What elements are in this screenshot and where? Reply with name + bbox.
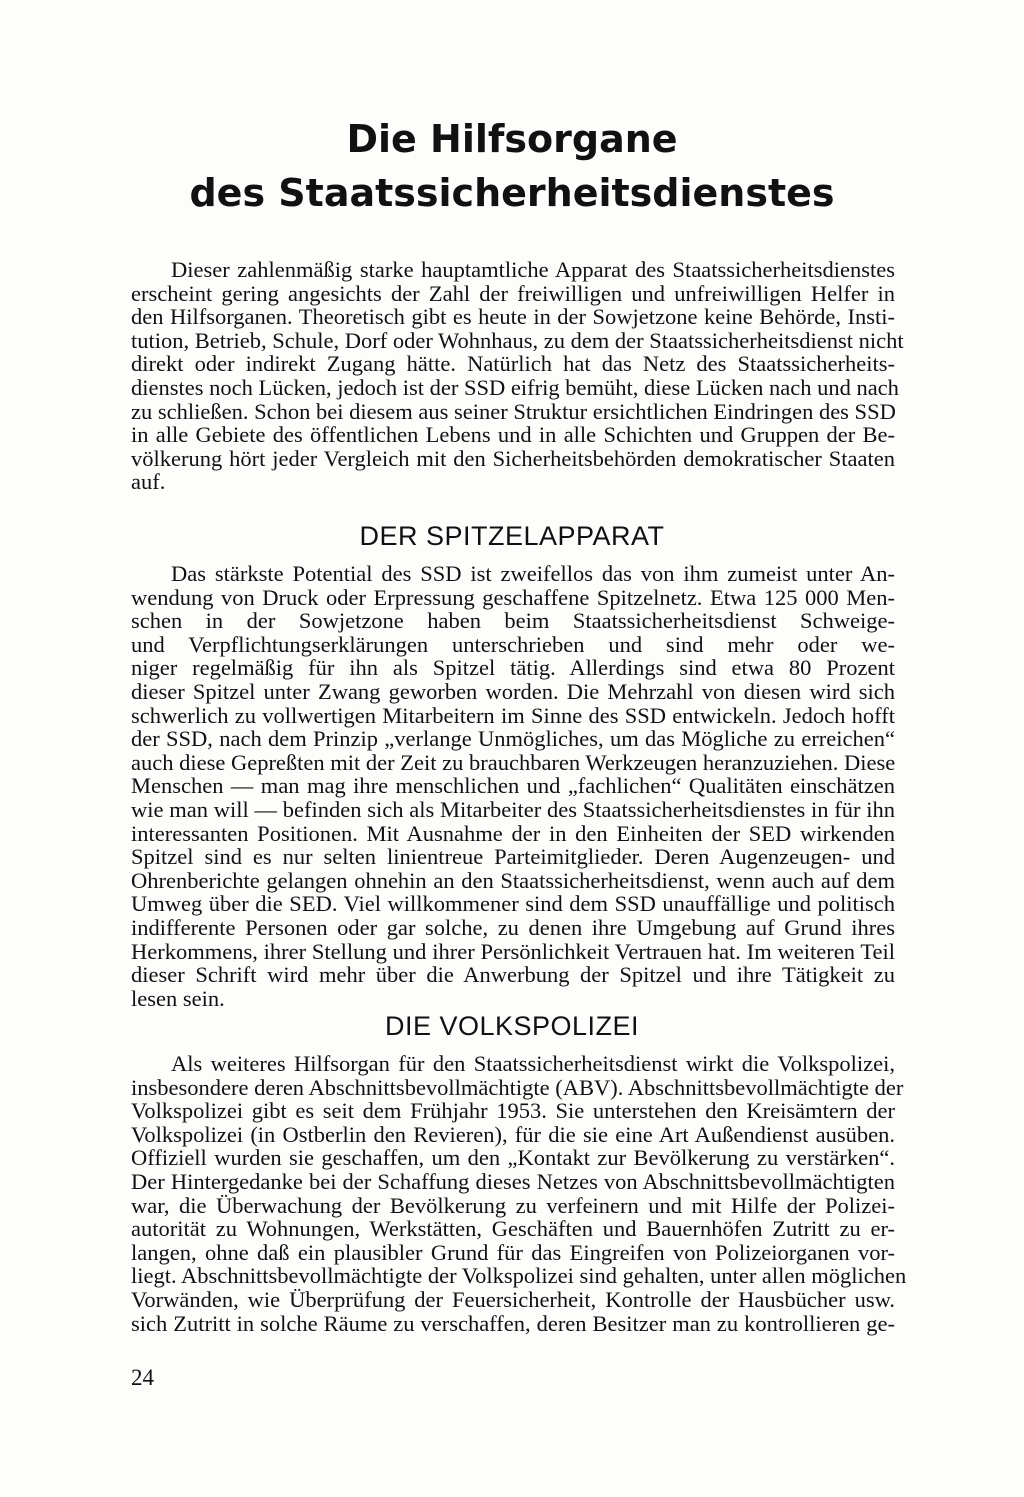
text-line: Menschen — man mag ihre menschlichen und „fachlichen“ Qualitäten einschätzen <box>131 773 895 799</box>
text-line: Ohrenberichte gelangen ohnehin an den Staatssicherheitsdienst, wenn auch auf dem <box>131 867 895 893</box>
text-line: indifferente Personen oder gar solche, zu denen ihre Umgebung auf Grund ihres <box>131 914 895 940</box>
text-line: wie man will — befinden sich als Mitarbeiter des Staatssicherheitsdienstes in für ihn <box>131 796 895 822</box>
page-title <box>0 112 1024 220</box>
text-line: Offiziell wurden sie geschaffen, um den „Kontakt zur Bevölkerung zu verstärken“. <box>131 1145 895 1171</box>
text-line: erscheint gering angesichts der Zahl der freiwilligen und unfreiwilligen Helfer in <box>131 280 895 306</box>
text-line: Umweg über die SED. Viel willkommener sind dem SSD unauffällige und politisch <box>131 891 895 917</box>
intro-paragraph <box>131 257 904 495</box>
text-line: der SSD, nach dem Prinzip „verlange Unmögliches, um das Mögliche zu erreichen“ <box>131 726 895 752</box>
text-line: dieser Schrift wird mehr über die Anwerbung der Spitzel und ihre Tätigkeit zu <box>131 962 895 988</box>
text-line: liegt. Abschnittsbevollmächtigte der Volkspolizei sind gehalten, unter allen möglichen <box>131 1263 907 1289</box>
text-line: den Hilfsorganen. Theoretisch gibt es heute in der Sowjetzone keine Behörde, Insti- <box>131 304 895 330</box>
section-heading-spitzelapparat: DER SPITZELAPPARAT <box>359 521 665 551</box>
text-line: schen in der Sowjetzone haben beim Staatssicherheitsdienst Schweige- <box>131 608 895 634</box>
spitzelapparat-paragraph <box>131 562 895 1010</box>
text-line: auch diese Gepreßten mit der Zeit zu brauchbaren Werkzeugen heranzuziehen. Diese <box>131 749 896 775</box>
text-line: tution, Betrieb, Schule, Dorf oder Wohnhaus, zu dem der Staatssicherheitsdienst nicht <box>131 327 904 353</box>
text-line: Als weiteres Hilfsorgan für den Staatssicherheitsdienst wirkt die Volkspolizei, <box>171 1051 895 1076</box>
text-line: völkerung hört jeder Vergleich mit den Sicherheitsbehörden demokratischer Staaten <box>131 445 895 471</box>
text-line: direkt oder indirekt Zugang hätte. Natürlich hat das Netz des Staatssicherheits- <box>131 351 895 377</box>
text-line: und Verpflichtungserklärungen unterschrieben und sind mehr oder we- <box>131 631 895 657</box>
text-line: interessanten Positionen. Mit Ausnahme der in den Einheiten der SED wirkenden <box>131 820 895 846</box>
text-line: auf. <box>131 469 166 495</box>
text-line: Dieser zahlenmäßig starke hauptamtliche Apparat des Staatssicherheitsdienstes <box>171 257 895 282</box>
text-line: lesen sein. <box>131 985 225 1011</box>
text-line: sich Zutritt in solche Räume zu verschaffen, deren Besitzer man zu kontrollieren ge- <box>131 1310 895 1336</box>
text-line: insbesondere deren Abschnittsbevollmächtigte (ABV). Abschnittsbevollmächtigte der <box>131 1074 904 1100</box>
text-line: niger regelmäßig für ihn als Spitzel tätig. Allerdings sind etwa 80 Prozent <box>131 655 895 681</box>
text-line: Volkspolizei gibt es seit dem Frühjahr 1953. Sie unterstehen den Kreisämtern der <box>131 1098 895 1124</box>
volkspolizei-paragraph <box>131 1051 907 1336</box>
text-line: Vorwänden, wie Überprüfung der Feuersicherheit, Kontrolle der Hausbücher usw. <box>131 1286 895 1312</box>
text-line: Herkommens, ihrer Stellung und ihrer Persönlichkeit Vertrauen hat. Im weiteren Teil <box>131 938 895 964</box>
text-line: in alle Gebiete des öffentlichen Lebens und in alle Schichten und Gruppen der Be- <box>131 422 895 448</box>
text-line: langen, ohne daß ein plausibler Grund für das Eingreifen von Polizeiorganen vor- <box>131 1239 895 1265</box>
text-line: dienstes noch Lücken, jedoch ist der SSD eifrig bemüht, diese Lücken nach und nach <box>131 374 899 400</box>
text-line: wendung von Druck oder Erpressung geschaffene Spitzelnetz. Etwa 125 000 Men- <box>131 584 895 610</box>
text-line: zu schließen. Schon bei diesem aus seiner Struktur ersichtlichen Eindringen des SSD <box>131 398 896 424</box>
page-title-line-2: des Staatssicherheitsdienstes <box>189 171 835 215</box>
text-line: dieser Spitzel unter Zwang geworben worden. Die Mehrzahl von diesen wird sich <box>131 678 895 704</box>
text-line: war, die Überwachung der Bevölkerung zu verfeinern und mit Hilfe der Polizei- <box>131 1192 895 1218</box>
text-line: Der Hintergedanke bei der Schaffung dieses Netzes von Abschnittsbevollmächtigten <box>131 1168 895 1194</box>
page-number: 24 <box>131 1365 154 1390</box>
text-line: Das stärkste Potential des SSD ist zweifellos das von ihm zumeist unter An- <box>171 561 895 586</box>
text-line: Volkspolizei (in Ostberlin den Revieren), für die sie eine Art Außendienst ausüben. <box>131 1121 895 1147</box>
page-title-line-1: Die Hilfsorgane <box>346 117 678 161</box>
text-line: Spitzel sind es nur selten linientreue Parteimitglieder. Deren Augenzeugen- und <box>131 844 895 870</box>
section-heading-volkspolizei: DIE VOLKSPOLIZEI <box>384 1011 640 1041</box>
text-line: autorität zu Wohnungen, Werkstätten, Geschäften und Bauernhöfen Zutritt zu er- <box>131 1216 895 1242</box>
text-line: schwerlich zu vollwertigen Mitarbeitern im Sinne des SSD entwickeln. Jedoch hofft <box>131 702 895 728</box>
